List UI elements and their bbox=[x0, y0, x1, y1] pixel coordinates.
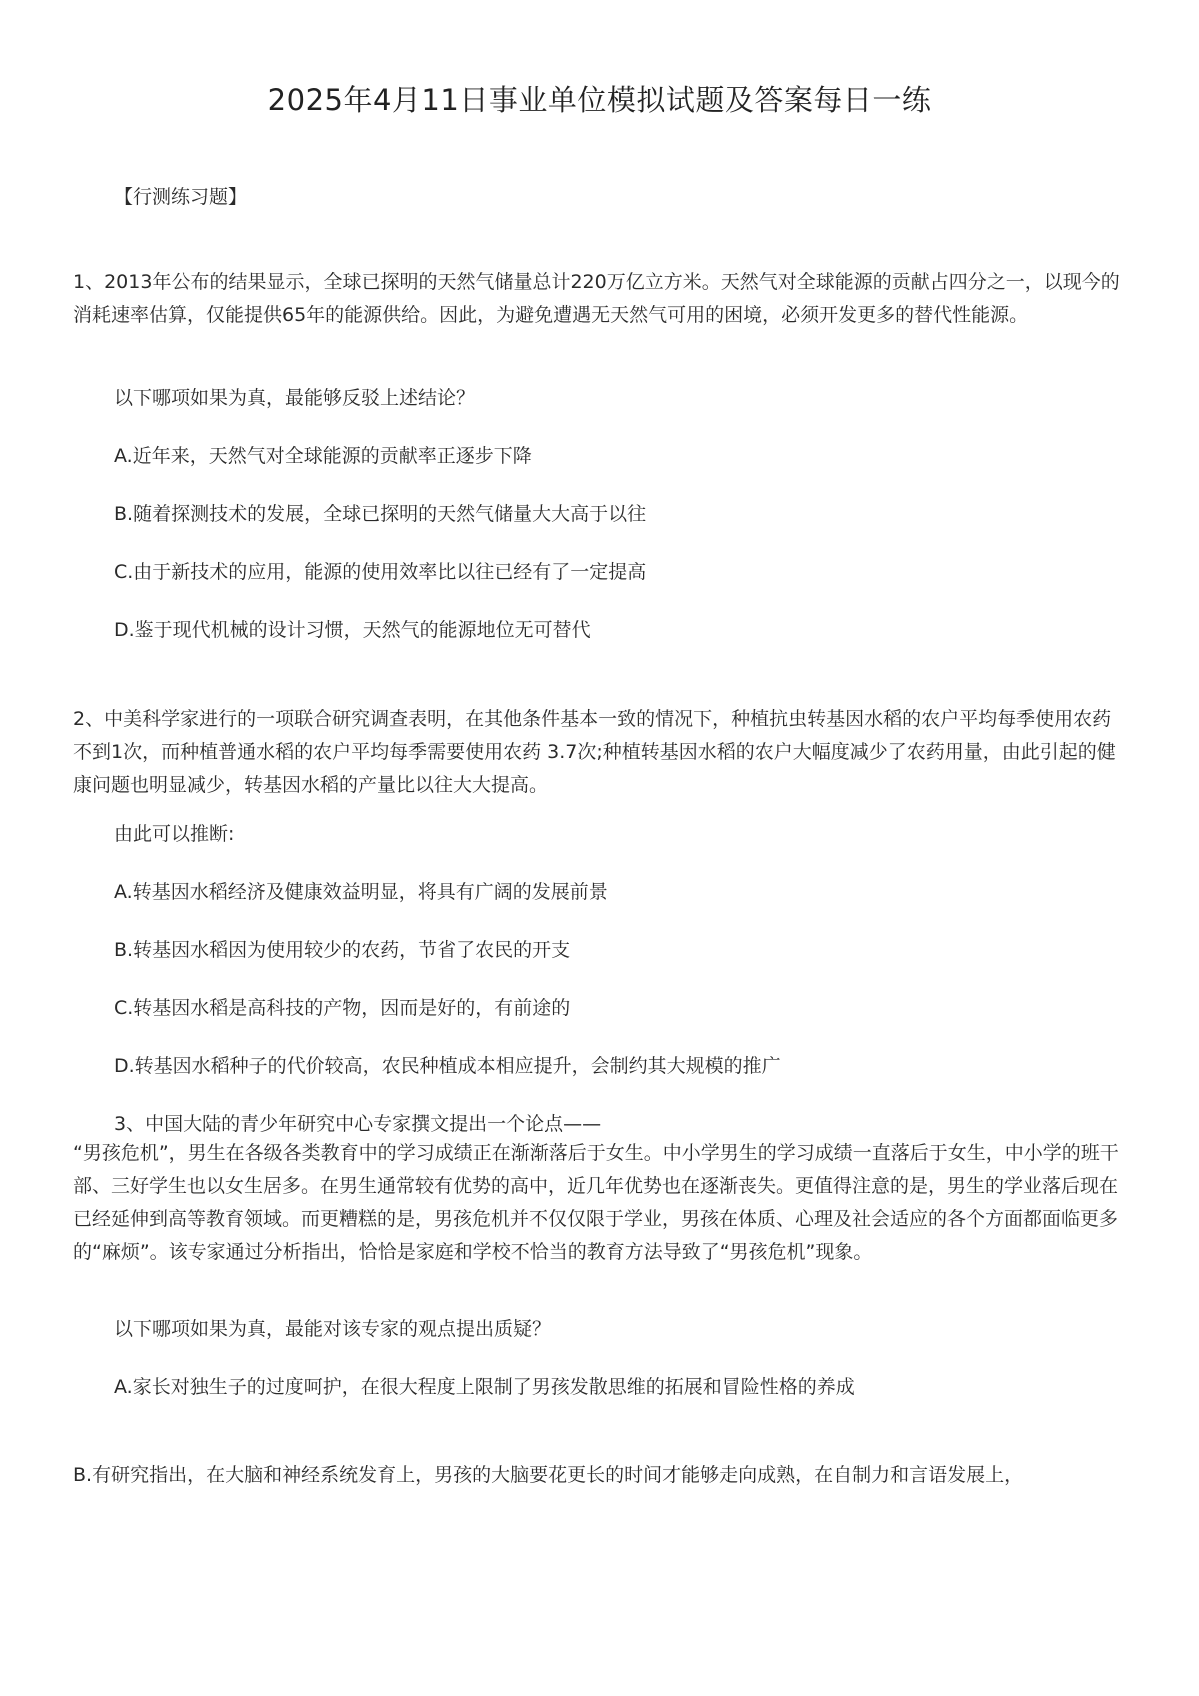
q2-stem: 2、中美科学家进行的一项联合研究调查表明，在其他条件基本一致的情况下，种植抗虫转基因水稻的农户平均每季使用农药不到1次，而种植普通水稻的农户平均每季需要使用农药 3.7次;种植转基因水稻的农户大幅度减少了农药用量，由此引起的健康问题也明显减少，转基因水稻的产量比以往大大提高。 bbox=[73, 708, 1116, 796]
q3-stem: “男孩危机”，男生在各级各类教育中的学习成绩正在渐渐落后于女生。中小学男生的学习成绩一直落后于女生，中小学的班干部、三好学生也以女生居多。在男生通常较有优势的高中，近几年优势也在逐渐丧失。更值得注意的是，男生的学业落后现在已经延伸到高等教育领域。而更糟糕的是，男孩危机并不仅仅限于学业，男孩在体质、心理及社会适应的各个方面都面临更多的“麻烦”。该专家通过分析指出，恰恰是家庭和学校不恰当的教育方法导致了“男孩危机”现象。 bbox=[73, 1142, 1119, 1263]
q2-option-c: C.转基因水稻是高科技的产物，因而是好的，有前途的 bbox=[114, 997, 571, 1019]
q2-option-d: D.转基因水稻种子的代价较高，农民种植成本相应提升，会制约其大规模的推广 bbox=[114, 1055, 781, 1077]
q1-option-b: B.随着探测技术的发展，全球已探明的天然气储量大大高于以往 bbox=[114, 503, 647, 525]
q1-stem: 1、2013年公布的结果显示，全球已探明的天然气储量总计220万亿立方米。天然气对全球能源的贡献占四分之一，以现今的消耗速率估算，仅能提供65年的能源供给。因此，为避免遭遇无天然气可用的困境，必须开发更多的替代性能源。 bbox=[73, 271, 1120, 326]
q1-option-c: C.由于新技术的应用，能源的使用效率比以往已经有了一定提高 bbox=[114, 561, 647, 583]
q3-option-a: A.家长对独生子的过度呵护，在很大程度上限制了男孩发散思维的拓展和冒险性格的养成 bbox=[114, 1376, 855, 1398]
q1-question: 以下哪项如果为真，最能够反驳上述结论？ bbox=[114, 387, 476, 409]
page-title: 2025年4月11日事业单位模拟试题及答案每日一练 bbox=[267, 83, 932, 117]
q2-question: 由此可以推断: bbox=[114, 823, 235, 845]
q1-option-a: A.近年来，天然气对全球能源的贡献率正逐步下降 bbox=[114, 445, 532, 467]
q3-question: 以下哪项如果为真，最能对该专家的观点提出质疑？ bbox=[114, 1318, 552, 1340]
q1-option-d: D.鉴于现代机械的设计习惯，天然气的能源地位无可替代 bbox=[114, 619, 591, 641]
section-heading: 【行测练习题】 bbox=[114, 186, 248, 208]
q2-option-a: A.转基因水稻经济及健康效益明显，将具有广阔的发展前景 bbox=[114, 881, 608, 903]
q3-stem-lead: 3、中国大陆的青少年研究中心专家撰文提出一个论点—— bbox=[114, 1113, 602, 1135]
q3-option-b: B.有研究指出，在大脑和神经系统发育上，男孩的大脑要花更长的时间才能够走向成熟，在自制力和言语发展上， bbox=[73, 1464, 1024, 1486]
q2-option-b: B.转基因水稻因为使用较少的农药，节省了农民的开支 bbox=[114, 939, 571, 961]
